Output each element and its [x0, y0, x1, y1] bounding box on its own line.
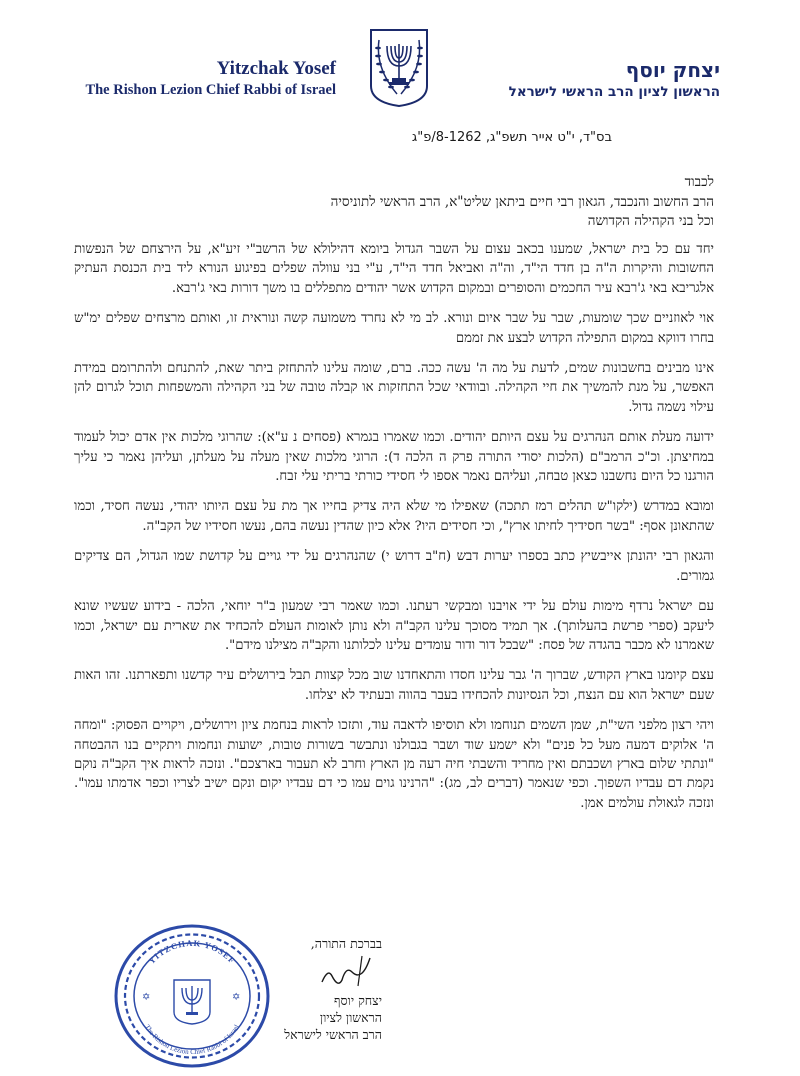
body-paragraph: עם ישראל נרדף מימות עולם על ידי אויבנו ומבקשי רעתנו. וכמו שאמר רבי שמעון ב"ר יוחאי, הלכה - בידוע שעשיו שונא ליעקב (ספרי פרשת בהעלותך). אך תמיד מסוכך עלינו הקב"ה ולא נותן לאומות העולם להכחיד את שארית עם ישראל, וכמו שאמרנו לא מכבר בהגדה של פסח: "שבכל דור ודור עומדים עלינו לכלותנו והקב"ה מצילנו מידם".	[74, 599, 714, 653]
svg-text:✡: ✡	[232, 992, 241, 1003]
closing-blessing: בברכת התורה,	[310, 936, 382, 951]
svg-text:YITZCHAK YOSEF	[146, 938, 237, 966]
signature-block	[284, 935, 382, 1043]
body-paragraph: יחד עם כל בית ישראל, שמענו בכאב עצום על השבר הגדול ביומא דהילולא של הרשב"י זיע"א, על הירצחם של הנפשות החשובות והיקרות ה"ה בן חדד הי"ד, וה"ה ואביאל חדד הי"ד, ע"י בני עוולה שפלים בפיגוע הנורא ליד בית הכנסת העתיק אלגריבא באי ג'רבא עיר החכמים והסופרים ובמקום הקדוש אשר יהודים מתפללים בו משך דורות באי ג'רבא.	[74, 242, 714, 296]
signatory-name: יצחק יוסף	[334, 993, 382, 1008]
letterhead-english	[66, 58, 336, 100]
letterhead-hebrew-title: הראשון לציון הרב הראשי לישראל	[508, 84, 720, 100]
signatory-title-1: הראשון לציון	[319, 1010, 382, 1025]
signatory-title-2: הרב הראשי לישראל	[284, 1027, 382, 1042]
body-paragraph: אינו מבינים בחשבונות שמים, לדעת על מה ה' עשה ככה. ברם, שומה עלינו להתחזק ביתר שאת, להתנחם ולהתרומם במידת האפשר, על מנת להמשיך את חיי הקהילה. ובוודאי שכל התחזקות או קבלה טובה של בני הקהילה והמשפחות תוכל לגרום להן עילוי נשמה גדול.	[74, 361, 714, 415]
seal-english-title: The Rishon Lezion Chief Rabbi of Israel	[143, 1023, 241, 1057]
letterhead-english-title: The Rishon Lezion Chief Rabbi of Israel	[85, 82, 336, 98]
letter-body	[74, 240, 714, 824]
reference-date-line: בס"ד, י"ט אייר תשפ"ג, 8-1262/פ"ג	[411, 130, 612, 145]
letterhead-hebrew	[430, 58, 720, 102]
body-paragraph: ומובא במדרש (ילקו"ש תהלים רמז תתכה) שאפילו מי שלא היה צדיק בחייו אך מת על עצם היותו יהודי, נעשה חסיד, וכמו שהתאונן אסף: "בשר חסידיך לחיתו ארץ", וכי חסידים היו? אלא כיון שהדין נעשה בהם, נעשו חסידיו של הקב"ה.	[74, 499, 714, 534]
addressee-community: וכל בני הקהילה הקדושה	[587, 213, 714, 229]
addressee-salutation: לכבוד	[684, 174, 714, 190]
svg-text:✡: ✡	[142, 992, 151, 1003]
handwritten-signature	[284, 952, 382, 992]
official-seal-stamp	[112, 920, 272, 1070]
letterhead-english-name: Yitzchak Yosef	[216, 58, 336, 79]
body-paragraph: והגאון רבי יהונתן אייבשיץ כתב בספרו יערות דבש (ח"ב דרוש י) שהנהרגים על ידי גויים על קדושת שמו הגדול, הם צדיקים גמורים.	[74, 549, 714, 584]
seal-english-name: YITZCHAK YOSEF	[146, 937, 238, 966]
body-paragraph: ידועה מעלת אותם הנהרגים על עצם היותם יהודים. וכמו שאמרו בגמרא (פסחים נ ע"א): שהרוגי מלכות אין אדם יכול לעמוד במחיצתן. וכ"כ הרמב"ם (הלכות יסודי התורה פרק ה הלכה ד): הרוגי מלכות שאין מעלה על מעלתן, ועליהן נאמר כי עליך הורגנו כל היום נחשבנו כצאן טבחה, ועליהם נאמר אספו לי חסידי כורתי בריתי עלי זבח.	[74, 430, 714, 485]
body-paragraph: ויהי רצון מלפני השי"ת, שמן השמים תנוחמו ולא תוסיפו לדאבה עוד, ותזכו לראות בנחמת ציון וירושלים, ויקויים הפסוק: "ומחה ה' אלוקים דמעה מעל כל פנים" ולא ישמע שוד ושבר בגבולנו ונתבשר בשורות טובות, ישועות ונחמות ויתקיים בנו ההבטחה "ונתתי שלום בארץ ושכבתם ואין מחריד והשבתי חיה רעה מן הארץ וחרב לא תעבור בארצכם". ונזכה לראות איך הקב"ה נוקם נקמת דם עבדיו השפוך. וכפי שנאמר (דברים לב, מג): "הרנינו גוים עמו כי דם עבדיו יקום ונקם ישיב לצריו וכפר אדמתו עמו". ונזכה לגאולת עולמים אמן.	[74, 718, 714, 811]
addressee-block	[74, 173, 714, 232]
state-emblem-icon	[367, 28, 431, 108]
letterhead-hebrew-name: יצחק יוסף	[625, 58, 720, 82]
signature-scribble-icon	[312, 952, 382, 992]
body-paragraph: אוי לאוזניים שכך שומעות, שבר על שבר איום ונורא. לב מי לא נחרד משמועה קשה ונוראית זו, ואותם מרצחים שפלים ימ"ש בחרו דווקא במקום התפילה הקדוש לבצע את זממם	[74, 311, 714, 346]
addressee-recipient: הרב החשוב והנכבד, הגאון רבי חיים ביתאן שליט"א, הרב הראשי לתוניסיה	[330, 193, 714, 210]
svg-text:The Rishon Lezion Chief Rabbi	[143, 1023, 241, 1056]
body-paragraph: עצם קיומנו בארץ הקודש, שברוך ה' גבר עלינו חסדו והתאחדנו שוב מכל קצוות תבל בירושלים עיר קדשנו ותפארתנו. זהו האות שעם ישראל הוא עם הנצח, וכל הנסיונות להכחידו בעבר בהווה ובעתיד לא יצלחו.	[74, 668, 714, 703]
